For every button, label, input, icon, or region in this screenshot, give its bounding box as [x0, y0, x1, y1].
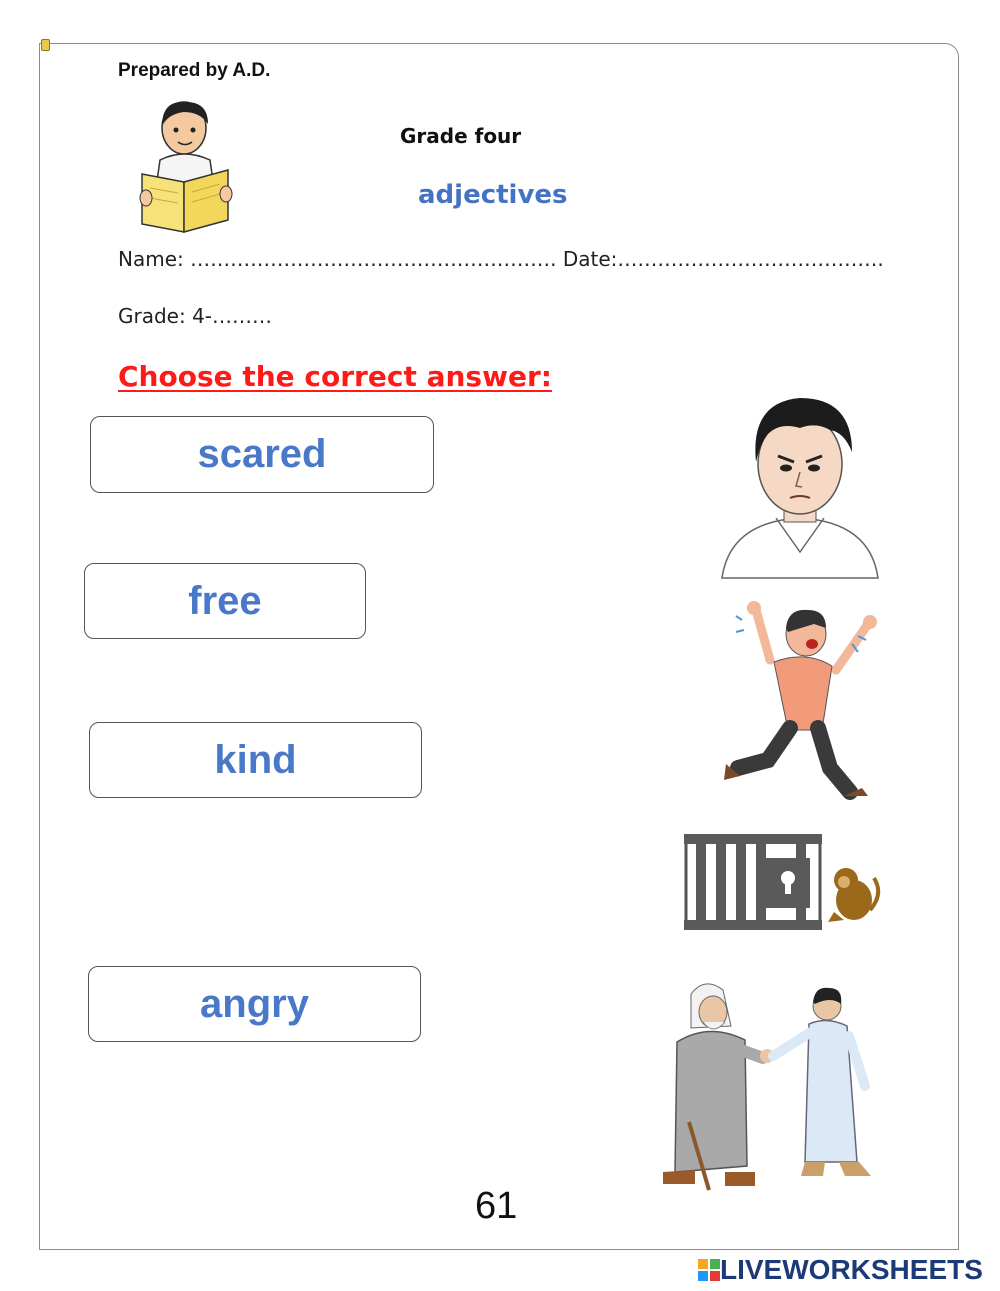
liveworksheets-blocks-icon — [698, 1259, 720, 1281]
pin-icon — [41, 39, 50, 51]
answer-box-kind[interactable] — [89, 722, 422, 798]
answer-box-angry[interactable] — [88, 966, 421, 1042]
grade-title: Grade four — [400, 124, 522, 148]
liveworksheets-logo[interactable] — [698, 1254, 983, 1286]
scared-running-man-icon — [718, 600, 878, 806]
brand-name: LIVEWORKSHEETS — [720, 1254, 983, 1285]
page-number: 61 — [475, 1185, 518, 1227]
answer-label: free — [188, 578, 262, 623]
boy-reading-icon — [138, 98, 234, 236]
answer-box-free[interactable] — [84, 563, 366, 639]
answer-box-scared[interactable] — [90, 416, 434, 493]
kind-boy-helping-old-man-icon — [655, 976, 881, 1194]
topic-title: adjectives — [418, 180, 568, 210]
grade-line: Grade: 4-……… — [118, 304, 273, 328]
answer-label: kind — [214, 737, 297, 782]
prepared-by: Prepared by A.D. — [118, 60, 271, 81]
answer-label: angry — [200, 981, 309, 1026]
name-date-line: Name: ………………………………………………. Date:…………………………………. — [118, 247, 884, 271]
angry-boy-icon — [720, 392, 880, 582]
answer-label: scared — [197, 432, 327, 476]
instruction-heading: Choose the correct answer: — [118, 360, 552, 393]
caged-monkey-icon — [684, 834, 886, 930]
